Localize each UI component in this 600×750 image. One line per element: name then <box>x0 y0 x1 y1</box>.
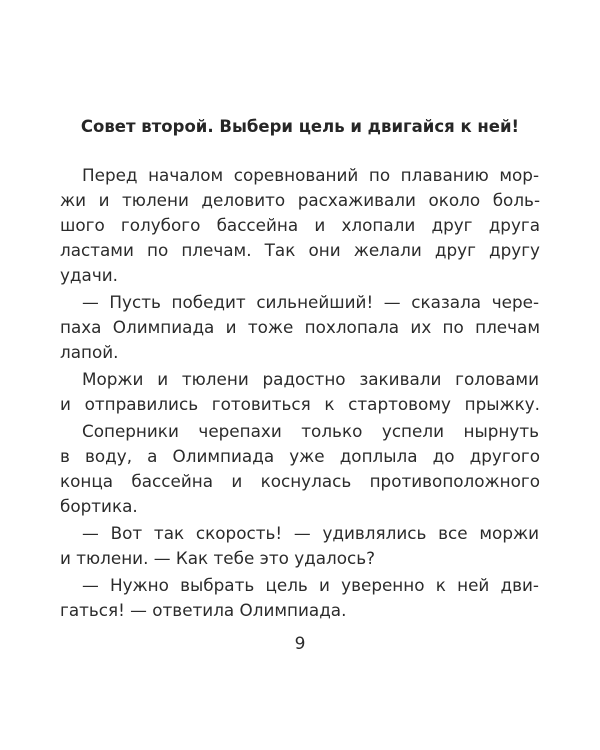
text-line: ластами по плечам. Так они желали друг другу <box>60 240 540 260</box>
page-number: 9 <box>294 634 306 654</box>
text-line: Соперники черепахи только успели нырнуть <box>82 421 539 441</box>
text-line: — Нужно выбрать цель и уверенно к ней дви- <box>82 575 539 595</box>
text-line: и тюлени. — Как тебе это удалось? <box>60 548 376 568</box>
text-line: бортика. <box>60 496 138 516</box>
text-line: — Пусть победит сильнейший! — сказала чере- <box>82 292 539 312</box>
text-line: шого голубого бассейна и хлопали друг друга <box>60 215 540 235</box>
text-line: лапой. <box>60 342 119 362</box>
chapter-heading: Совет второй. Выбери цель и двигайся к ней! <box>80 117 520 136</box>
text-line: Перед началом соревнований по плаванию мор- <box>82 165 539 185</box>
text-line: — Вот так скорость! — удивлялись все моржи <box>82 523 539 543</box>
text-line: в воду, а Олимпиада уже доплыла до другого <box>60 446 540 466</box>
text-line: конца бассейна и коснулась противоположного <box>60 471 540 491</box>
text-line: и отправились готовиться к стартовому прыжку. <box>60 394 540 414</box>
text-line: Моржи и тюлени радостно закивали головами <box>82 369 539 389</box>
text-line: паха Олимпиада и тоже похлопала их по плечам <box>60 317 540 337</box>
text-line: жи и тюлени деловито расхаживали около боль- <box>60 190 540 210</box>
text-line: гаться! — ответила Олимпиада. <box>60 600 347 620</box>
text-line: удачи. <box>60 265 118 285</box>
